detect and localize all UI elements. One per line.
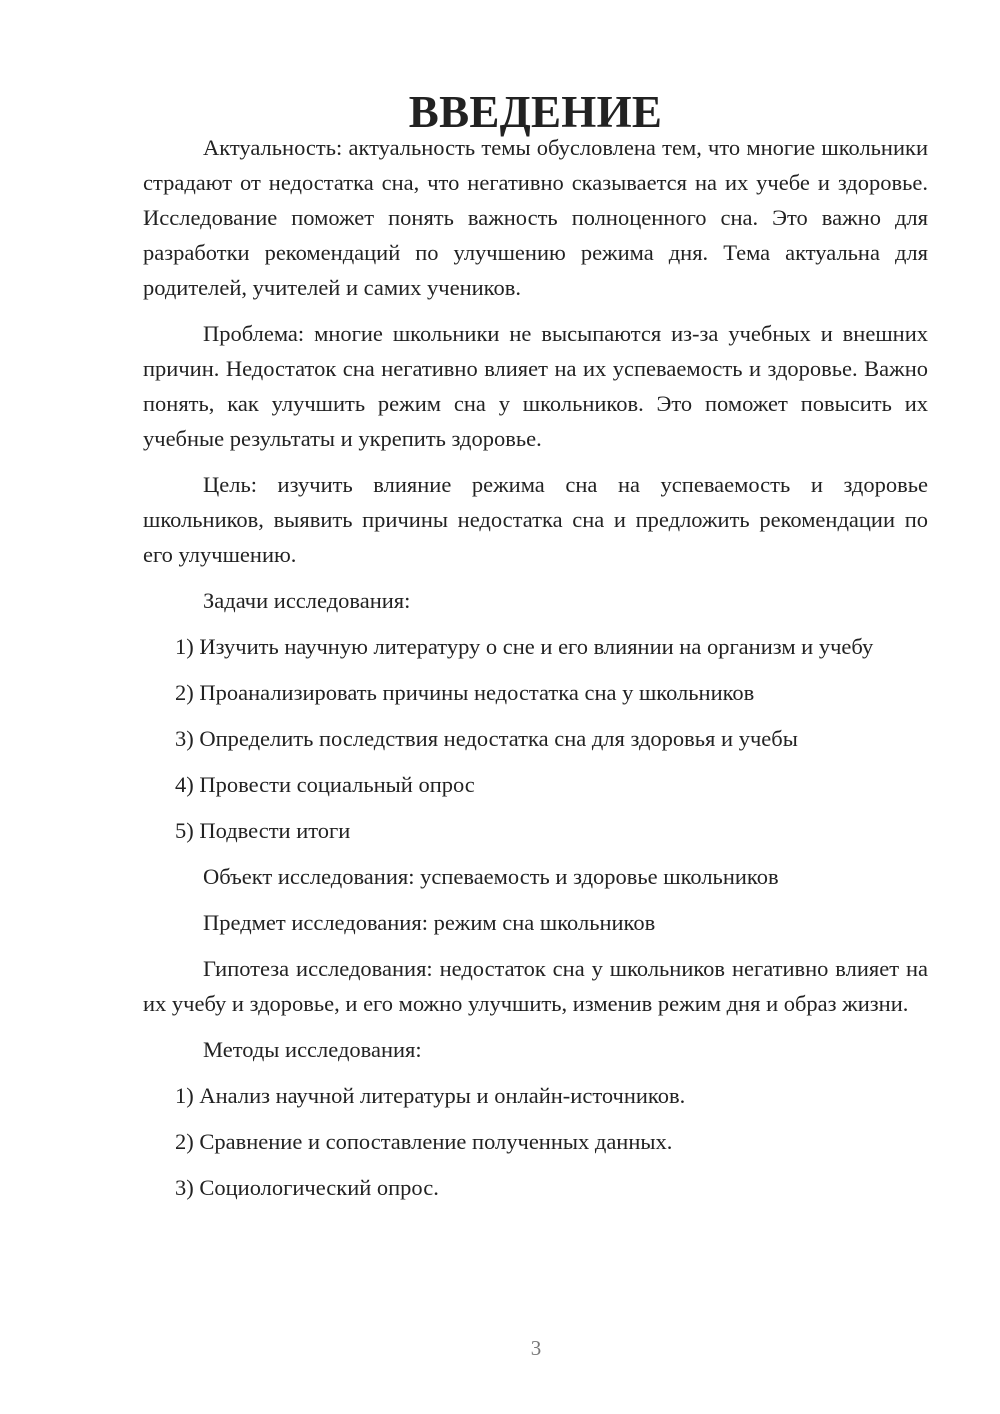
problem-paragraph: Проблема: многие школьники не высыпаются из-за учебных и внешних причин. Недостаток сна негативно влияет на их успеваемость и здоровье. Важно понять, как улучшить режим сна у школьников. Это поможет повысить их учебные результаты и укрепить здоровье.	[143, 321, 928, 451]
method-item: 2) Сравнение и сопоставление полученных данных.	[175, 1129, 673, 1154]
task-item: 4) Провести социальный опрос	[175, 772, 475, 797]
methods-list	[143, 1078, 928, 1205]
page-content	[143, 87, 928, 1216]
goal-paragraph: Цель: изучить влияние режима сна на успеваемость и здоровье школьников, выявить причины недостатка сна и предложить рекомендации по его улучшению.	[143, 472, 928, 567]
methods-title: Методы исследования:	[203, 1037, 422, 1062]
subject-paragraph: Предмет исследования: режим сна школьников	[203, 910, 656, 935]
tasks-title: Задачи исследования:	[203, 588, 411, 613]
task-item: 5) Подвести итоги	[175, 818, 351, 843]
relevance-paragraph: Актуальность: актуальность темы обусловлена тем, что многие школьники страдают от недостатка сна, что негативно сказывается на их учебе и здоровье. Исследование поможет понять важность полноценного сна. Это важно для разработки рекомендаций по улучшению режима дня. Тема актуальна для родителей, учителей и самих учеников.	[143, 135, 928, 300]
page-number: 3	[530, 1336, 542, 1360]
method-item: 1) Анализ научной литературы и онлайн-источников.	[175, 1083, 686, 1108]
tasks-list	[143, 629, 928, 848]
task-item: 2) Проанализировать причины недостатка сна у школьников	[175, 680, 755, 705]
hypothesis-paragraph: Гипотеза исследования: недостаток сна у школьников негативно влияет на их учебу и здоровье, и его можно улучшить, изменив режим дня и образ жизни.	[143, 956, 928, 1016]
task-item: 3) Определить последствия недостатка сна для здоровья и учебы	[175, 726, 798, 751]
task-item: 1) Изучить научную литературу о сне и его влиянии на организм и учебу	[175, 634, 874, 659]
section-heading: ВВЕДЕНИЕ	[408, 87, 663, 137]
method-item: 3) Социологический опрос.	[175, 1175, 439, 1200]
object-paragraph: Объект исследования: успеваемость и здоровье школьников	[203, 864, 779, 889]
